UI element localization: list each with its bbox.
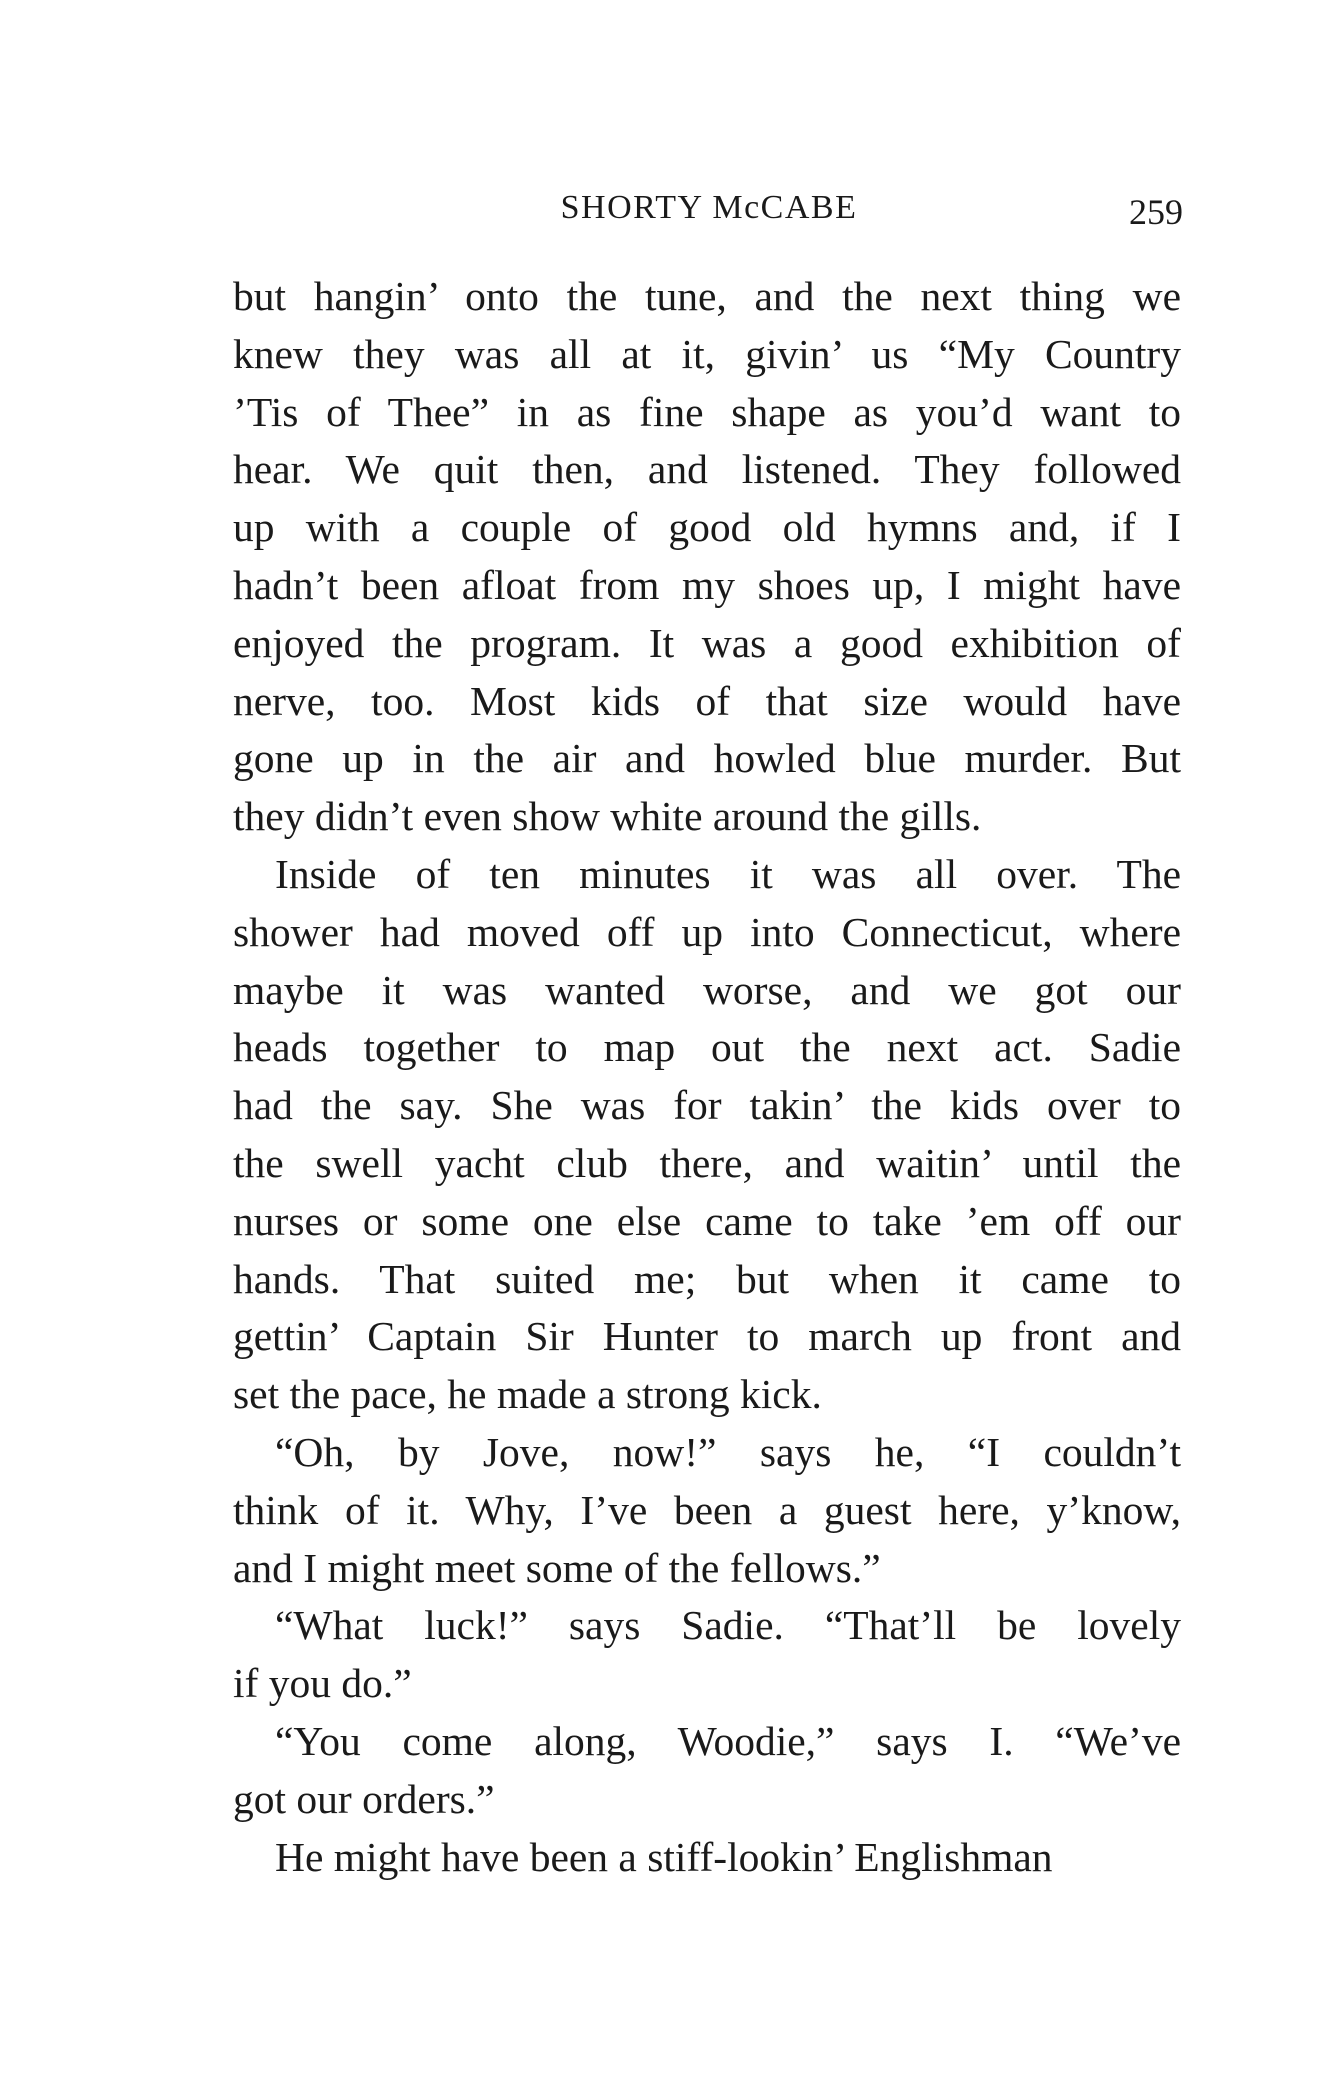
text-line: “Oh, by Jove, now!” says he, “I couldn’t [275, 1428, 1181, 1475]
text-line: think of it. Why, I’ve been a guest here, y’know, [233, 1486, 1181, 1533]
text-line: Inside of ten minutes it was all over. The [275, 850, 1181, 897]
text-line: heads together to map out the next act. Sadie [233, 1024, 1181, 1071]
text-line: shower had moved off up into Connecticut, where [233, 908, 1181, 955]
text-line: nerve, too. Most kids of that size would have [233, 677, 1181, 724]
text-line: maybe it was wanted worse, and we got our [233, 966, 1181, 1013]
text-line: the swell yacht club there, and waitin’ until the [233, 1139, 1181, 1186]
text-line: had the say. She was for takin’ the kids over to [233, 1082, 1181, 1129]
body-text [233, 268, 1181, 1886]
text-line: nurses or some one else came to take ’em off our [233, 1197, 1181, 1244]
text-line: hadn’t been afloat from my shoes up, I might have [233, 561, 1181, 608]
running-head [235, 183, 1183, 233]
text-line: set the pace, he made a strong kick. [233, 1371, 822, 1418]
text-line: hands. That suited me; but when it came to [233, 1255, 1181, 1302]
text-line: they didn’t even show white around the gills. [233, 793, 982, 840]
text-line: gettin’ Captain Sir Hunter to march up front and [233, 1313, 1181, 1360]
text-line: gone up in the air and howled blue murder. But [233, 735, 1181, 782]
text-line: “What luck!” says Sadie. “That’ll be lovely [275, 1602, 1181, 1649]
text-line: up with a couple of good old hymns and, if I [233, 504, 1181, 551]
text-line: knew they was all at it, givin’ us “My Country [233, 330, 1181, 377]
text-line: ’Tis of Thee” in as fine shape as you’d want to [233, 388, 1181, 435]
running-title: SHORTY McCABE [560, 189, 858, 226]
text-line: but hangin’ onto the tune, and the next thing we [233, 273, 1181, 319]
text-line: enjoyed the program. It was a good exhibition of [233, 619, 1181, 666]
text-line: “You come along, Woodie,” says I. “We’ve [275, 1717, 1181, 1764]
text-line: He might have been a stiff-lookin’ Englishman [275, 1833, 1053, 1880]
text-line: and I might meet some of the fellows.” [233, 1544, 881, 1591]
text-line: got our orders.” [233, 1775, 495, 1822]
page-number: 259 [1129, 192, 1183, 232]
text-line: if you do.” [233, 1660, 412, 1707]
text-line: hear. We quit then, and listened. They followed [233, 446, 1181, 493]
